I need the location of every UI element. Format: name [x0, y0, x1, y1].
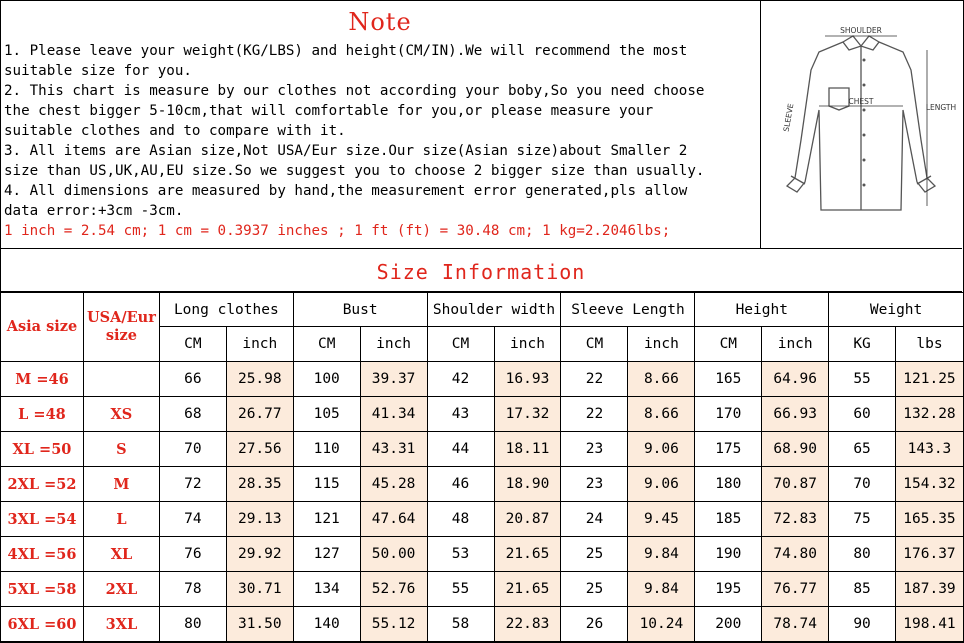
metric-cell: 134	[293, 572, 360, 607]
imperial-cell: 10.24	[628, 607, 695, 642]
metric-cell: 140	[293, 607, 360, 642]
imperial-cell: 176.37	[895, 537, 963, 572]
table-row	[1, 572, 964, 607]
imperial-cell: 21.65	[494, 537, 561, 572]
asia-size-cell: XL =50	[1, 432, 84, 467]
sleeve-label: SLEEVE	[781, 102, 796, 133]
imperial-cell: 17.32	[494, 397, 561, 432]
metric-cell: 55	[427, 572, 494, 607]
metric-cell: 190	[695, 537, 762, 572]
asia-size-cell: M =46	[1, 362, 84, 397]
unit-header: CM	[159, 327, 226, 362]
metric-cell: 72	[159, 467, 226, 502]
metric-cell: 68	[159, 397, 226, 432]
unit-header: lbs	[895, 327, 963, 362]
imperial-cell: 55.12	[360, 607, 427, 642]
metric-cell: 80	[829, 537, 896, 572]
metric-cell: 24	[561, 502, 628, 537]
length-label: LENGTH	[925, 103, 957, 112]
table-row	[1, 467, 964, 502]
metric-cell: 66	[159, 362, 226, 397]
size-table	[0, 292, 964, 642]
metric-cell: 115	[293, 467, 360, 502]
imperial-cell: 64.96	[762, 362, 829, 397]
imperial-cell: 9.84	[628, 572, 695, 607]
group-header: Height	[695, 293, 829, 327]
note-line: the chest bigger 5-10cm,that will comfortable for you,or please measure your	[4, 103, 654, 119]
metric-cell: 43	[427, 397, 494, 432]
imperial-cell: 26.77	[226, 397, 293, 432]
metric-cell: 46	[427, 467, 494, 502]
metric-cell: 180	[695, 467, 762, 502]
metric-cell: 80	[159, 607, 226, 642]
asia-size-cell: 6XL =60	[1, 607, 84, 642]
unit-header: inch	[360, 327, 427, 362]
note-lines	[4, 41, 758, 241]
note-line: 2. This chart is measure by our clothes not according your boby,So you need choose	[4, 83, 705, 99]
imperial-cell: 74.80	[762, 537, 829, 572]
metric-cell: 170	[695, 397, 762, 432]
size-rows	[1, 362, 964, 642]
metric-cell: 53	[427, 537, 494, 572]
metric-cell: 185	[695, 502, 762, 537]
metric-cell: 121	[293, 502, 360, 537]
imperial-cell: 143.3	[895, 432, 963, 467]
table-row	[1, 397, 964, 432]
imperial-cell: 9.84	[628, 537, 695, 572]
note-line: data error:+3cm -3cm.	[4, 203, 184, 219]
table-row	[1, 502, 964, 537]
unit-conversion: 1 inch = 2.54 cm; 1 cm = 0.3937 inches ; 1 ft (ft) = 30.48 cm; 1 kg=2.2046lbs;	[4, 223, 671, 239]
imperial-cell: 132.28	[895, 397, 963, 432]
metric-cell: 25	[561, 572, 628, 607]
metric-cell: 74	[159, 502, 226, 537]
imperial-cell: 78.74	[762, 607, 829, 642]
note-line: 4. All dimensions are measured by hand,the measurement error generated,pls allow	[4, 183, 688, 199]
imperial-cell: 20.87	[494, 502, 561, 537]
note-line: suitable size for you.	[4, 63, 192, 79]
usa-size-cell	[83, 362, 159, 397]
imperial-cell: 9.06	[628, 467, 695, 502]
imperial-cell: 68.90	[762, 432, 829, 467]
table-row	[1, 432, 964, 467]
unit-header: CM	[293, 327, 360, 362]
metric-cell: 23	[561, 432, 628, 467]
imperial-cell: 29.92	[226, 537, 293, 572]
unit-header: inch	[226, 327, 293, 362]
note-line: size than US,UK,AU,EU size.So we suggest you to choose 2 bigger size than usually.	[4, 163, 705, 179]
metric-cell: 22	[561, 397, 628, 432]
chest-label: CHEST	[848, 97, 874, 106]
table-row	[1, 537, 964, 572]
shoulder-label: SHOULDER	[840, 26, 882, 35]
imperial-cell: 70.87	[762, 467, 829, 502]
imperial-cell: 31.50	[226, 607, 293, 642]
metric-cell: 23	[561, 467, 628, 502]
imperial-cell: 198.41	[895, 607, 963, 642]
imperial-cell: 30.71	[226, 572, 293, 607]
usa-size-cell: 2XL	[83, 572, 159, 607]
asia-size-cell: 5XL =58	[1, 572, 84, 607]
unit-header: KG	[829, 327, 896, 362]
group-header: Shoulder width	[427, 293, 561, 327]
imperial-cell: 187.39	[895, 572, 963, 607]
group-header-row	[1, 293, 964, 327]
imperial-cell: 9.45	[628, 502, 695, 537]
metric-cell: 60	[829, 397, 896, 432]
table-row	[1, 607, 964, 642]
metric-cell: 55	[829, 362, 896, 397]
metric-cell: 100	[293, 362, 360, 397]
imperial-cell: 16.93	[494, 362, 561, 397]
imperial-cell: 22.83	[494, 607, 561, 642]
note-title: Note	[348, 8, 412, 36]
metric-cell: 78	[159, 572, 226, 607]
unit-header: inch	[628, 327, 695, 362]
imperial-cell: 121.25	[895, 362, 963, 397]
asia-size-cell: 4XL =56	[1, 537, 84, 572]
imperial-cell: 66.93	[762, 397, 829, 432]
metric-cell: 85	[829, 572, 896, 607]
shirt-diagram	[761, 0, 962, 248]
unit-header: CM	[427, 327, 494, 362]
metric-cell: 195	[695, 572, 762, 607]
imperial-cell: 72.83	[762, 502, 829, 537]
imperial-cell: 18.11	[494, 432, 561, 467]
imperial-cell: 28.35	[226, 467, 293, 502]
metric-cell: 44	[427, 432, 494, 467]
size-info-title: Size Information	[0, 249, 962, 292]
metric-cell: 175	[695, 432, 762, 467]
imperial-cell: 52.76	[360, 572, 427, 607]
note-panel	[0, 0, 761, 249]
imperial-cell: 47.64	[360, 502, 427, 537]
metric-cell: 25	[561, 537, 628, 572]
note-line: suitable clothes and to compare with it.	[4, 123, 346, 139]
metric-cell: 48	[427, 502, 494, 537]
asia-size-cell: 3XL =54	[1, 502, 84, 537]
imperial-cell: 21.65	[494, 572, 561, 607]
group-header: Weight	[829, 293, 964, 327]
unit-header: CM	[561, 327, 628, 362]
imperial-cell: 154.32	[895, 467, 963, 502]
usa-size-cell: 3XL	[83, 607, 159, 642]
imperial-cell: 39.37	[360, 362, 427, 397]
metric-cell: 70	[159, 432, 226, 467]
imperial-cell: 76.77	[762, 572, 829, 607]
usa-size-cell: XL	[83, 537, 159, 572]
metric-cell: 127	[293, 537, 360, 572]
metric-cell: 65	[829, 432, 896, 467]
imperial-cell: 25.98	[226, 362, 293, 397]
imperial-cell: 27.56	[226, 432, 293, 467]
usa-size-cell: M	[83, 467, 159, 502]
imperial-cell: 18.90	[494, 467, 561, 502]
unit-header: inch	[494, 327, 561, 362]
imperial-cell: 29.13	[226, 502, 293, 537]
metric-cell: 90	[829, 607, 896, 642]
metric-cell: 200	[695, 607, 762, 642]
metric-cell: 75	[829, 502, 896, 537]
usa-size-header: USA/Eur size	[83, 293, 159, 362]
metric-cell: 58	[427, 607, 494, 642]
imperial-cell: 50.00	[360, 537, 427, 572]
note-line: 3. All items are Asian size,Not USA/Eur size.Our size(Asian size)about Smaller 2	[4, 143, 688, 159]
group-header: Long clothes	[159, 293, 293, 327]
group-header: Bust	[293, 293, 427, 327]
metric-cell: 165	[695, 362, 762, 397]
metric-cell: 76	[159, 537, 226, 572]
metric-cell: 105	[293, 397, 360, 432]
note-line: 1. Please leave your weight(KG/LBS) and height(CM/IN).We will recommend the most	[4, 43, 688, 59]
table-row	[1, 362, 964, 397]
imperial-cell: 9.06	[628, 432, 695, 467]
imperial-cell: 43.31	[360, 432, 427, 467]
usa-size-cell: L	[83, 502, 159, 537]
metric-cell: 42	[427, 362, 494, 397]
metric-cell: 22	[561, 362, 628, 397]
metric-cell: 110	[293, 432, 360, 467]
imperial-cell: 165.35	[895, 502, 963, 537]
imperial-cell: 8.66	[628, 362, 695, 397]
unit-header: inch	[762, 327, 829, 362]
usa-size-cell: XS	[83, 397, 159, 432]
imperial-cell: 45.28	[360, 467, 427, 502]
metric-cell: 70	[829, 467, 896, 502]
unit-header: CM	[695, 327, 762, 362]
metric-cell: 26	[561, 607, 628, 642]
imperial-cell: 8.66	[628, 397, 695, 432]
group-header: Sleeve Length	[561, 293, 695, 327]
shirt-diagram-panel	[761, 0, 962, 249]
usa-size-cell: S	[83, 432, 159, 467]
asia-size-cell: 2XL =52	[1, 467, 84, 502]
asia-size-header: Asia size	[1, 293, 84, 362]
imperial-cell: 41.34	[360, 397, 427, 432]
asia-size-cell: L =48	[1, 397, 84, 432]
